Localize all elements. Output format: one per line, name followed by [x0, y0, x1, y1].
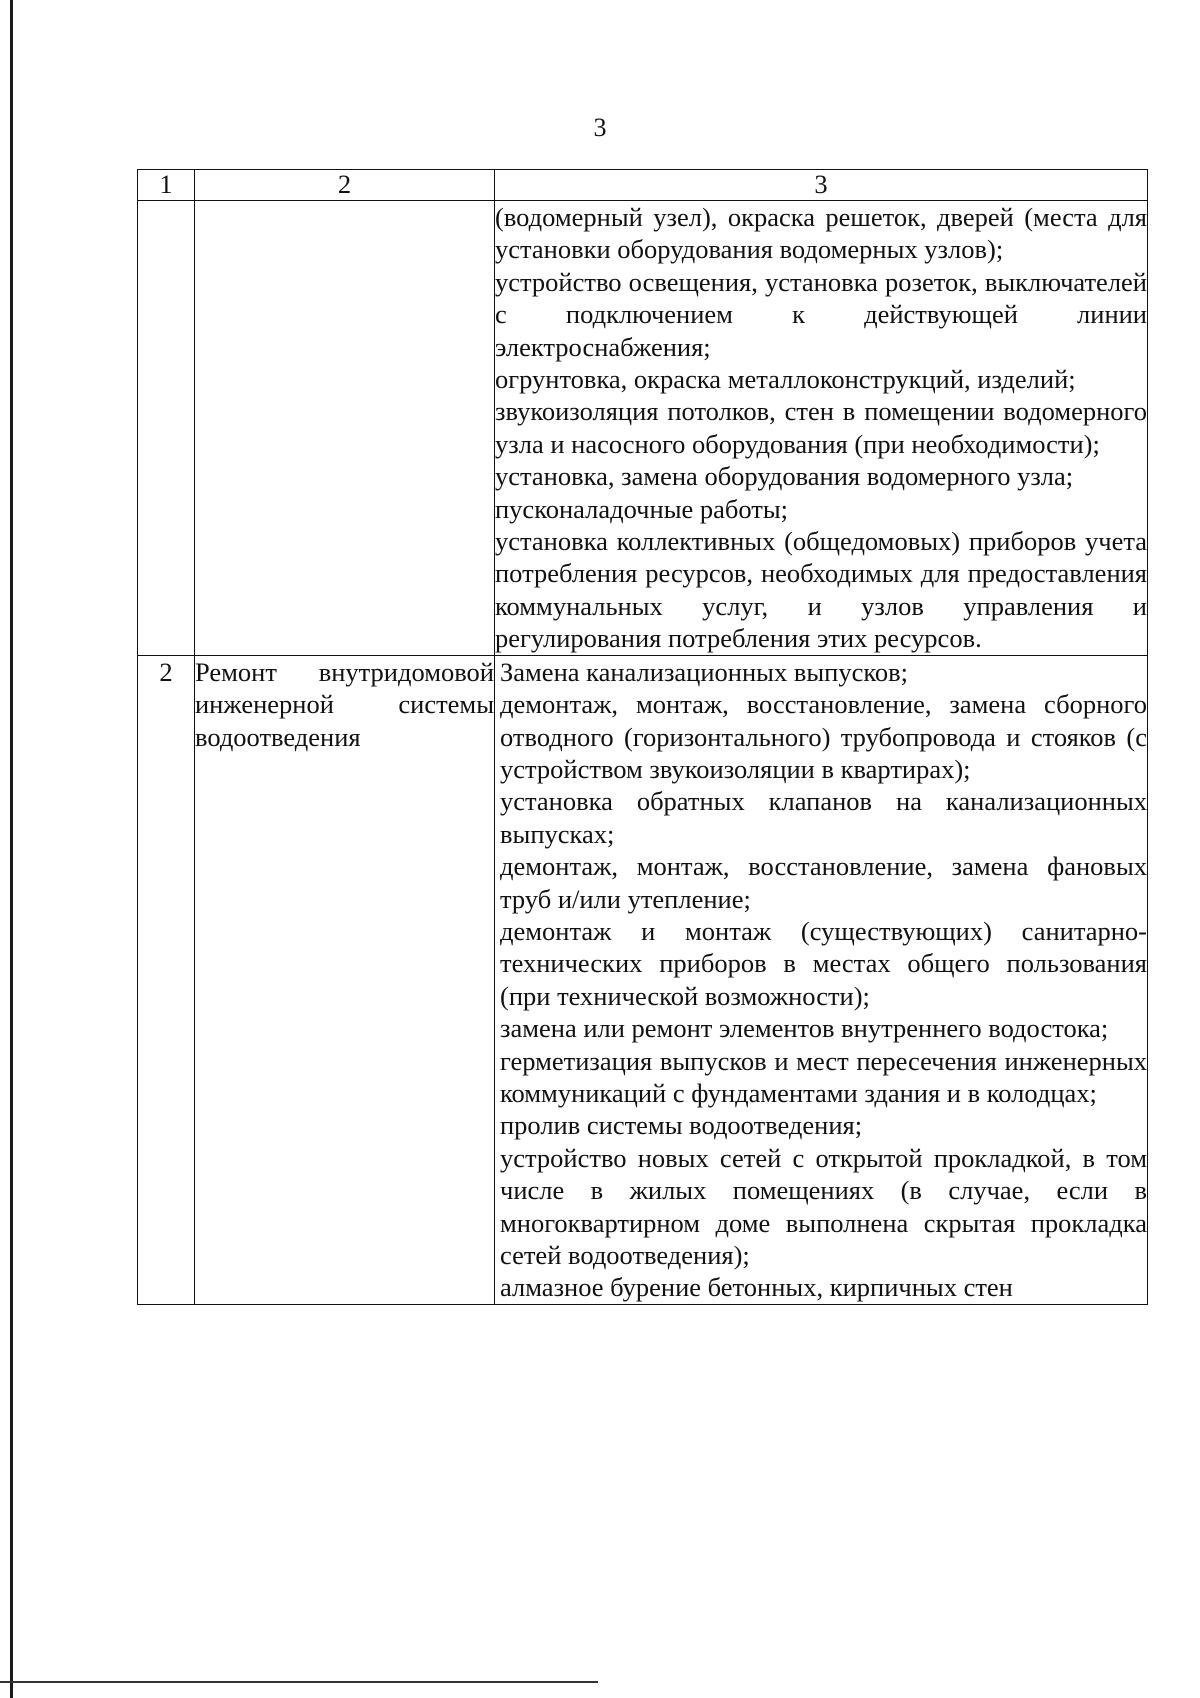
work-item: демонтаж и монтаж (существующих) санитарно-технических приборов в местах общего пользования (при технической возможности);: [500, 915, 1147, 1011]
work-item: демонтаж, монтаж, восстановление, замена сборного отводного (горизонтального) трубопровода и стояков (с устройством звукоизоляции в квартирах);: [500, 689, 1147, 784]
system-name: [195, 201, 495, 656]
work-item: замена или ремонт элементов внутреннего водостока;: [500, 1013, 1109, 1044]
header-cell-1: 1: [138, 170, 195, 201]
work-item: устройство освещения, установка розеток, выключателей с подключением к действующей линии электроснабжения;: [495, 266, 1147, 362]
works-list: [495, 655, 1148, 1304]
work-item: звукоизоляция потолков, стен в помещении водомерного узла и насосного оборудования (при необходимости);: [495, 396, 1147, 459]
table-row: [138, 655, 1148, 1304]
table-row: [138, 201, 1148, 656]
work-item: пусконаладочные работы;: [495, 493, 789, 524]
row-number: 2: [138, 655, 195, 1304]
works-list: [495, 201, 1148, 656]
works-table: [137, 169, 1148, 1305]
work-item: огрунтовка, окраска металлоконструкций, изделий;: [495, 364, 1076, 395]
table-header-row: [138, 170, 1148, 201]
row-number: [138, 201, 195, 656]
scan-edge-left: [10, 0, 13, 1698]
system-name-text: Ремонт внутридомовой инженерной системы водоотведения: [195, 656, 494, 752]
work-item: (водомерный узел), окраска решеток, дверей (места для установки оборудования водомерных узлов);: [495, 202, 1147, 265]
page-number: 3: [593, 113, 607, 142]
header-cell-3: 3: [495, 170, 1148, 201]
header-cell-2: 2: [195, 170, 495, 201]
work-item: пролив системы водоотведения;: [500, 1110, 863, 1141]
system-name: [195, 655, 495, 1304]
work-item: алмазное бурение бетонных, кирпичных стен: [500, 1272, 1013, 1303]
work-item: установка коллективных (общедомовых) приборов учета потребления ресурсов, необходимых для предоставления коммунальных услуг, и узлов управления и регулирования потребления этих ресурсов.: [495, 526, 1147, 654]
scan-edge-bottom: [0, 1681, 598, 1683]
work-item: Замена канализационных выпусков;: [500, 656, 909, 687]
work-item: демонтаж, монтаж, восстановление, замена фановых труб и/или утепление;: [500, 851, 1147, 914]
work-item: установка обратных клапанов на канализационных выпусках;: [500, 786, 1147, 849]
work-item: герметизация выпусков и мест пересечения инженерных коммуникаций с фундаментами здания и в колодцах;: [500, 1045, 1147, 1108]
work-item: установка, замена оборудования водомерного узла;: [495, 461, 1074, 492]
work-item: устройство новых сетей с открытой прокладкой, в том числе в жилых помещениях (в случае, если в многоквартирном доме выполнена скрытая прокладка сетей водоотведения);: [500, 1142, 1147, 1270]
